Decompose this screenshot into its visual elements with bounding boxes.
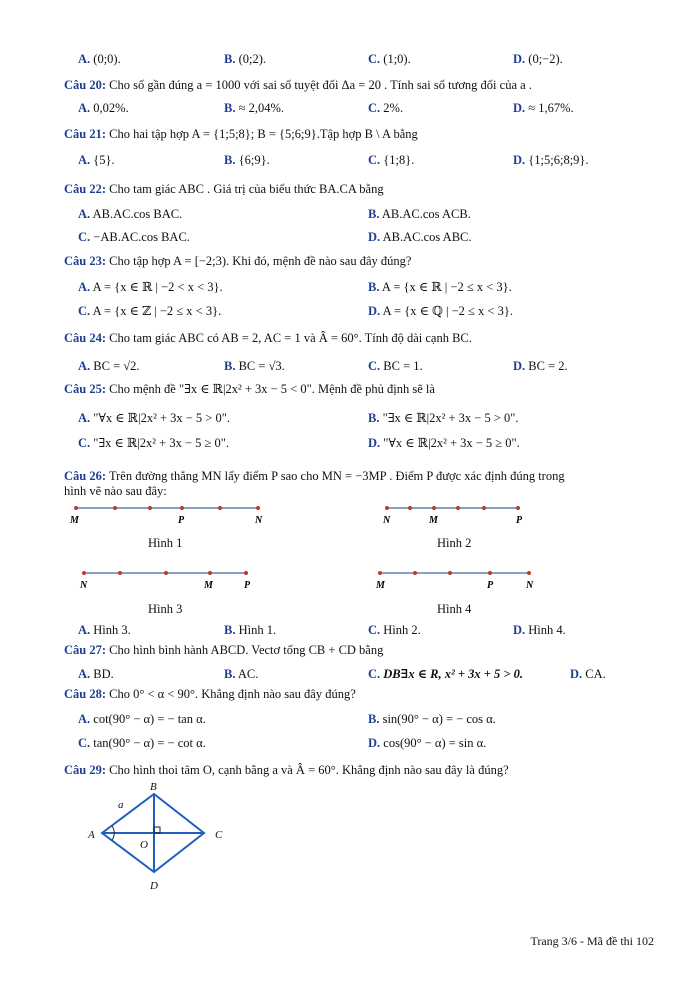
svg-text:M: M (376, 580, 385, 591)
q22-option-c: C. −AB.AC.cos BAC. (78, 230, 190, 244)
figure-1-line (69, 506, 263, 526)
q20-option-b: B. ≈ 2,04%. (224, 101, 284, 115)
q19-option-c: C. (1;0). (368, 52, 411, 66)
q28-option-b: B. sin(90° − α) = − cos α. (368, 712, 496, 726)
svg-text:A: A (88, 829, 95, 841)
svg-text:B: B (150, 781, 157, 793)
q26-option-b: B. Hình 1. (224, 623, 277, 637)
figure-2-line (382, 506, 523, 526)
figure-3-caption: Hình 3 (148, 602, 183, 616)
q20-option-a: A. 0,02%. (78, 101, 129, 115)
q21-stem: Câu 21: Cho hai tập hợp A = {1;5;8}; B = {5;6;9}.Tập hợp B \ A bằng (64, 127, 418, 141)
q21-option-b: B. {6;9}. (224, 153, 270, 167)
q24-option-d: D. BC = 2. (513, 359, 568, 373)
svg-text:a: a (118, 799, 124, 811)
q28-option-a: A. cot(90° − α) = − tan α. (78, 712, 206, 726)
q25-option-b: B. "∃x ∈ ℝ|2x² + 3x − 5 > 0". (368, 411, 519, 425)
svg-text:M: M (204, 580, 213, 591)
svg-text:P: P (516, 515, 523, 526)
svg-text:D: D (150, 880, 158, 892)
rhombus-figure (80, 778, 240, 898)
q19-option-d: D. (0;−2). (513, 52, 563, 66)
svg-text:M: M (429, 515, 438, 526)
q22-option-a: A. AB.AC.cos BAC. (78, 207, 183, 221)
q20-option-c: C. 2%. (368, 101, 404, 115)
svg-text:N: N (383, 515, 391, 526)
q21-option-c: C. {1;8}. (368, 153, 415, 167)
q23-option-a: A. A = {x ∈ ℝ | −2 < x < 3}. (78, 280, 223, 294)
svg-text:C: C (215, 829, 223, 841)
q27-option-d: D. CA. (570, 667, 606, 681)
q26-stem: Câu 26: Trên đường thẳng MN lấy điểm P sao cho MN = −3MP . Điểm P được xác định đúng trong (64, 469, 565, 483)
q25-stem: Câu 25: Cho mệnh đề "∃x ∈ ℝ|2x² + 3x − 5 < 0". Mệnh đề phủ định sẽ là (64, 382, 435, 396)
q28-option-c: C. tan(90° − α) = − cot α. (78, 736, 206, 750)
q25-option-d: D. "∀x ∈ ℝ|2x² + 3x − 5 ≥ 0". (368, 436, 520, 450)
q19-option-a: A. (0;0). (78, 52, 121, 66)
svg-text:P: P (244, 580, 251, 591)
svg-text:N: N (526, 580, 534, 591)
q24-stem: Câu 24: Cho tam giác ABC có AB = 2, AC = 1 và Â = 60°. Tính độ dài cạnh BC. (64, 331, 472, 345)
q20-option-d: D. ≈ 1,67%. (513, 101, 574, 115)
svg-text:P: P (487, 580, 494, 591)
q20-stem: Câu 20: Cho số gần đúng a = 1000 với sai số tuyệt đối Δa = 20 . Tính sai số tương đối của a . (64, 78, 532, 92)
q19-option-b: B. (0;2). (224, 52, 267, 66)
q25-option-a: A. "∀x ∈ ℝ|2x² + 3x − 5 > 0". (78, 411, 230, 425)
q27-stem: Câu 27: Cho hình bình hành ABCD. Vectơ tổng CB + CD bằng (64, 643, 384, 657)
q25-option-c: C. "∃x ∈ ℝ|2x² + 3x − 5 ≥ 0". (78, 436, 229, 450)
q23-option-b: B. A = {x ∈ ℝ | −2 ≤ x < 3}. (368, 280, 512, 294)
q26-figures (0, 496, 694, 616)
svg-text:M: M (70, 515, 79, 526)
q22-stem: Câu 22: Cho tam giác ABC . Giá trị của biểu thức BA.CA bằng (64, 182, 384, 196)
q26-stem-cont: hình vẽ nào sau đây: (64, 484, 167, 498)
figure-1-caption: Hình 1 (148, 536, 183, 550)
figure-2-caption: Hình 2 (437, 536, 472, 550)
page-footer: Trang 3/6 - Mã đề thi 102 (530, 934, 654, 948)
svg-text:P: P (178, 515, 185, 526)
q26-option-c: C. Hình 2. (368, 623, 421, 637)
q27-option-c: C. DB∃x ∈ R, x² + 3x + 5 > 0. (368, 667, 523, 681)
q24-option-c: C. BC = 1. (368, 359, 423, 373)
svg-text:N: N (255, 515, 263, 526)
q27-option-a: A. BD. (78, 667, 114, 681)
q26-option-a: A. Hình 3. (78, 623, 131, 637)
figure-3-line (79, 571, 251, 591)
q21-option-d: D. {1;5;6;8;9}. (513, 153, 589, 167)
q22-option-b: B. AB.AC.cos ACB. (368, 207, 471, 221)
q28-option-d: D. cos(90° − α) = sin α. (368, 736, 487, 750)
q29-stem: Câu 29: Cho hình thoi tâm O, cạnh bằng a và Â = 60°. Khẳng định nào sau đây là đúng? (64, 763, 509, 777)
figure-4-caption: Hình 4 (437, 602, 472, 616)
q23-option-d: D. A = {x ∈ ℚ | −2 ≤ x < 3}. (368, 304, 513, 318)
q24-option-a: A. BC = √2. (78, 359, 140, 373)
q23-option-c: C. A = {x ∈ ℤ | −2 ≤ x < 3}. (78, 304, 222, 318)
q27-option-b: B. AC. (224, 667, 259, 681)
q28-stem: Câu 28: Cho 0° < α < 90°. Khẳng định nào sau đây đúng? (64, 687, 356, 701)
q26-option-d: D. Hình 4. (513, 623, 566, 637)
q22-option-d: D. AB.AC.cos ABC. (368, 230, 472, 244)
svg-text:O: O (140, 839, 148, 851)
figure-4-line (375, 571, 534, 591)
q24-option-b: B. BC = √3. (224, 359, 285, 373)
q21-option-a: A. {5}. (78, 153, 115, 167)
svg-text:N: N (80, 580, 88, 591)
q23-stem: Câu 23: Cho tập hợp A = [−2;3). Khi đó, mệnh đề nào sau đây đúng? (64, 254, 412, 268)
